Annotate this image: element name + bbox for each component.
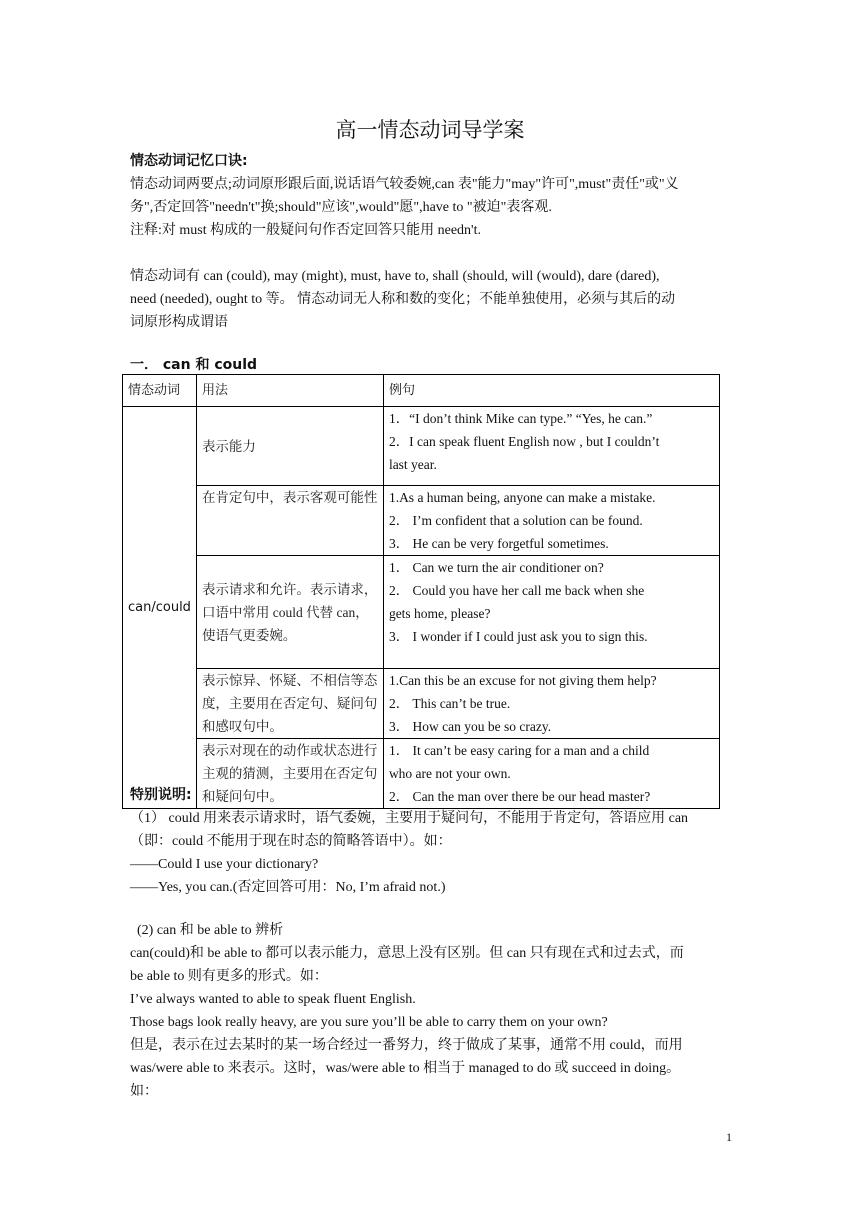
dialog-line-2: ——Yes, you can.(否定回答可用：No, I’m afraid not.) [130, 880, 446, 895]
dialog-line-1: ——Could I use your dictionary? [130, 857, 319, 872]
example-line: 1.As a human being, anyone can make a mistake. [388, 490, 656, 505]
header-examples: 例句 [383, 375, 719, 407]
example-line: 1． Can we turn the air conditioner on? [388, 560, 604, 575]
example-line: 3． He can be very forgetful sometimes. [388, 536, 609, 551]
special-2-line-b: be able to 则有更多的形式。如： [130, 969, 328, 984]
special-2-heading: (2) can 和 be able to 辨析 [130, 923, 284, 938]
example-line: 3． I wonder if I could just ask you to sign this. [388, 629, 648, 644]
example-line: 3． How can you be so crazy. [388, 719, 552, 734]
example-line: last year. [388, 457, 437, 472]
examples-cell [383, 669, 719, 739]
table-row [123, 669, 720, 739]
mnemonic-line-2: 务",否定回答"needn't"换;should"应该",would"愿",have to "被迫"表客观. [130, 200, 552, 215]
table-header-row [123, 375, 720, 407]
usage-cell: 在肯定句中，表示客观可能性 [196, 486, 383, 556]
header-usage: 用法 [196, 375, 383, 407]
examples-cell [383, 556, 719, 669]
example-line: gets home, please? [388, 606, 491, 621]
special-1-line-a: （1） could 用来表示请求时，语气委婉，主要用于疑问句，不能用于肯定句，答语应用 can [130, 811, 689, 826]
mnemonic-note: 注释:对 must 构成的一般疑问句作否定回答只能用 needn't. [130, 223, 481, 238]
examples-cell [383, 486, 719, 556]
example-line: 2． This can’t be true. [388, 696, 511, 711]
intro-line-3: 词原形构成谓语 [130, 315, 228, 330]
usage-cell: 表示惊异、怀疑、不相信等态度，主要用在否定句、疑问句和感叹句中。 [196, 669, 383, 739]
intro-line-2: need (needed), ought to 等。 情态动词无人称和数的变化；不能单独使用，必须与其后的动 [130, 292, 676, 307]
special-2-line-a: can(could)和 be able to 都可以表示能力，意思上没有区别。但 can 只有现在式和过去式，而 [130, 946, 684, 961]
section-1-heading: 一． can 和 could [130, 357, 258, 373]
can-could-table [122, 374, 720, 809]
special-2-line-e: 如： [130, 1084, 158, 1099]
header-verb: 情态动词 [123, 375, 197, 407]
document-title: 高一情态动词导学案 [335, 118, 525, 142]
example-line: who are not your own. [388, 766, 511, 781]
example-line: 1.Can this be an excuse for not giving them help? [388, 673, 657, 688]
example-sentence-1: I’ve always wanted to able to speak fluent English. [130, 992, 416, 1007]
intro-line-1: 情态动词有 can (could), may (might), must, have to, shall (should, will (would), dare (dared), [130, 269, 660, 284]
table-row [123, 486, 720, 556]
mnemonic-heading: 情态动词记忆口诀: [130, 153, 248, 169]
usage-cell: 表示请求和允许。表示请求，口语中常用 could 代替 can，使语气更委婉。 [196, 556, 383, 669]
example-line: 2． Can the man over there be our head master? [388, 789, 651, 804]
usage-cell: 表示能力 [196, 407, 383, 486]
special-2-line-d: was/were able to 来表示。这时，was/were able to 相当于 managed to do 或 succeed in doing。 [130, 1061, 681, 1076]
verb-cell: can/could [123, 407, 197, 809]
table-row [123, 407, 720, 486]
special-heading: 特别说明: [130, 787, 192, 803]
table-row [123, 556, 720, 669]
mnemonic-line-1: 情态动词两要点;动词原形跟后面,说话语气较委婉,can 表"能力"may"许可",must"责任"或"义 [130, 177, 679, 192]
example-line: 2．I can speak fluent English now , but I couldn’t [388, 434, 660, 449]
example-line: 2． I’m confident that a solution can be found. [388, 513, 643, 528]
page-number: 1 [726, 1130, 732, 1144]
special-1-line-b: （即：could 不能用于现在时态的简略答语中）。如： [130, 834, 452, 849]
example-line: 2． Could you have her call me back when she [388, 583, 645, 598]
example-line: 1． It can’t be easy caring for a man and a child [388, 743, 650, 758]
special-2-line-c: 但是，表示在过去某时的某一场合经过一番努力，终于做成了某事，通常不用 could，而用 [130, 1038, 683, 1053]
examples-cell [383, 407, 719, 486]
example-line: 1．“I don’t think Mike can type.” “Yes, he can.” [388, 411, 653, 426]
usage-cell: 表示对现在的动作或状态进行主观的猜测，主要用在否定句和疑问句中。 [196, 739, 383, 809]
example-sentence-2: Those bags look really heavy, are you sure you’ll be able to carry them on your own? [130, 1015, 608, 1030]
